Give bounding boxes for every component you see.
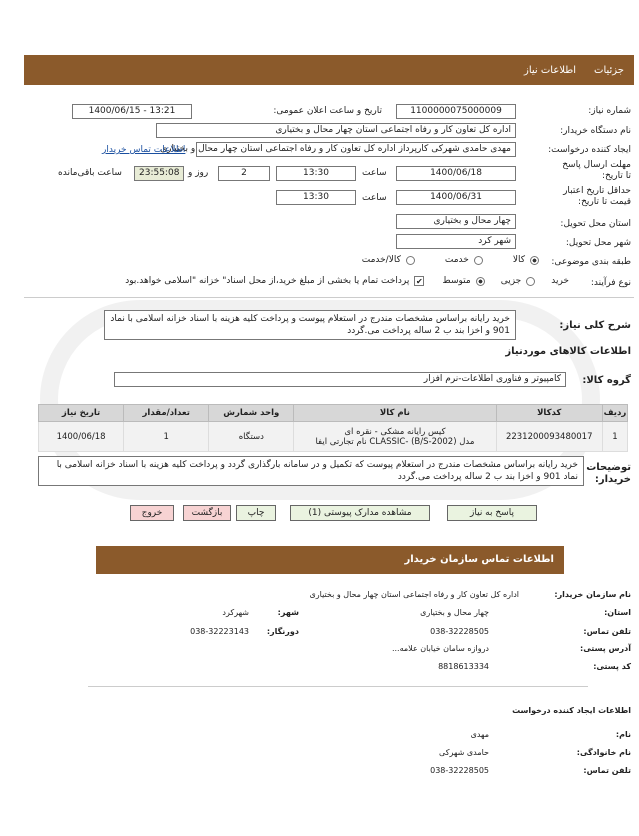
col-qty: تعداد/مقدار bbox=[124, 405, 209, 422]
address-value: دروازه سامان خیابان علامه... bbox=[391, 644, 489, 653]
divider bbox=[24, 297, 634, 298]
cat-service-radio[interactable] bbox=[474, 256, 483, 265]
general-desc-box: خرید رایانه براساس مشخصات مندرج در استعلام پیوست و پرداخت کلیه هزینه با اسناد خزانه اسلامی با نماد 901 و اخزا بند ب 2 ساله پرداخت می.گردد bbox=[104, 310, 516, 340]
announce-field: 1400/06/15 - 13:21 bbox=[72, 104, 192, 119]
cat-both-radio[interactable] bbox=[406, 256, 415, 265]
days-label: روز و bbox=[188, 168, 209, 178]
city-info-value: شهرکرد bbox=[222, 608, 249, 617]
proc-medium-label: متوسط bbox=[442, 276, 471, 286]
cell-date: 1400/06/18 bbox=[39, 422, 124, 452]
payment-note: پرداخت تمام یا بخشی از مبلغ خرید،از محل اسناد" خزانه "اسلامی خواهد.بود bbox=[125, 276, 410, 286]
validity-time-field: 13:30 bbox=[276, 190, 356, 205]
cell-name-line2: مدل (B/S-2002) -CLASSIC نام تجارتی ایفا bbox=[315, 436, 475, 447]
col-date: تاریخ نیاز bbox=[39, 405, 124, 422]
fax-value: 038-32223143 bbox=[190, 627, 249, 636]
general-desc-label: شرح کلی نیاز: bbox=[559, 320, 631, 331]
city-info-label: شهر: bbox=[277, 608, 299, 617]
cell-unit: دستگاه bbox=[209, 422, 294, 452]
print-button[interactable]: چاپ bbox=[236, 505, 276, 521]
cell-name-line1: کیس رایانه مشکی - نقره ای bbox=[344, 426, 446, 437]
contact-divider bbox=[88, 686, 588, 687]
category-label: طبقه بندی موضوعی: bbox=[551, 257, 631, 267]
process-options bbox=[125, 276, 569, 286]
contact-header: اطلاعات تماس سازمان خریدار bbox=[96, 546, 564, 574]
table-row bbox=[39, 422, 628, 452]
table-header-row bbox=[39, 405, 628, 422]
payment-checkbox[interactable]: ✔ bbox=[416, 277, 423, 286]
buyer-notes-box: خرید رایانه براساس مشخصات مندرج در استعلام پیوست که تکمیل و در سامانه بارگذاری گردد و پرداخت کلیه هزینه با اسناد خزانه اسلامی با نماد 901 و اخزا بند ب 2 ساله پرداخت می.گردد bbox=[38, 456, 584, 486]
days-field: 2 bbox=[218, 166, 270, 181]
proc-partial-radio[interactable] bbox=[526, 277, 535, 286]
back-button[interactable]: بازگشت bbox=[183, 505, 231, 521]
exit-button[interactable]: خروج bbox=[130, 505, 174, 521]
proc-buy-label: خرید bbox=[551, 276, 569, 286]
province-label: استان محل تحویل: bbox=[560, 219, 631, 229]
cell-qty: 1 bbox=[124, 422, 209, 452]
name-value: مهدی bbox=[470, 730, 489, 739]
postal-label: کد پستی: bbox=[593, 662, 631, 671]
cell-index: 1 bbox=[602, 422, 627, 452]
buyer-org-label: نام دستگاه خریدار: bbox=[560, 126, 631, 136]
process-label: نوع فرآیند: bbox=[590, 278, 631, 288]
city-label: شهر محل تحویل: bbox=[565, 238, 631, 248]
province-info-label: استان: bbox=[604, 608, 631, 617]
remaining-time-field: 23:55:08 bbox=[134, 166, 184, 181]
col-name: نام کالا bbox=[294, 405, 496, 422]
city-field: شهر کرد bbox=[396, 234, 516, 249]
family-label: نام خانوادگی: bbox=[576, 748, 631, 757]
details-link[interactable]: جزئیات bbox=[594, 64, 624, 76]
col-index: ردیف bbox=[602, 405, 627, 422]
need-number-field: 1100000075000009 bbox=[396, 104, 516, 119]
col-code: کدکالا bbox=[496, 405, 602, 422]
top-bar bbox=[24, 55, 634, 85]
fax-label: دورنگار: bbox=[266, 627, 299, 636]
phone-label: تلفن تماس: bbox=[583, 627, 631, 636]
deadline-date-field: 1400/06/18 bbox=[396, 166, 516, 181]
validity-time-label: ساعت bbox=[362, 193, 387, 203]
deadline-label: مهلت ارسال پاسخ تا تاریخ: bbox=[562, 160, 631, 181]
reply-button[interactable]: پاسخ به نیاز bbox=[447, 505, 537, 521]
buyer-org-field: اداره کل تعاون کار و رفاه اجتماعی استان چهار محال و بختیاری bbox=[156, 123, 516, 138]
goods-group-field: کامپیوتر و فناوری اطلاعات-نرم افزار bbox=[114, 372, 566, 387]
cell-code: 2231200093480017 bbox=[496, 422, 602, 452]
cat-goods-radio[interactable] bbox=[530, 256, 539, 265]
validity-date-field: 1400/06/31 bbox=[396, 190, 516, 205]
category-options bbox=[362, 255, 539, 265]
province-field: چهار محال و بختیاری bbox=[396, 214, 516, 229]
goods-table bbox=[38, 404, 628, 452]
postal-value: 8818613334 bbox=[438, 662, 489, 671]
contact-buyer-link[interactable]: اطلاعات تماس خریدار bbox=[102, 145, 186, 155]
org-value: اداره کل تعاون کار و رفاه اجتماعی استان چهار محال و بختیاری bbox=[309, 590, 519, 599]
validity-label: حداقل تاریخ اعتبار قیمت تا تاریخ: bbox=[563, 186, 631, 207]
province-info-value: چهار محال و بختیاری bbox=[420, 608, 489, 617]
address-label: آدرس پستی: bbox=[580, 644, 631, 653]
deadline-time-label: ساعت bbox=[362, 168, 387, 178]
goods-info-title: اطلاعات کالاهای موردنیاز bbox=[505, 346, 631, 357]
creator-info-title: اطلاعات ایجاد کننده درخواست bbox=[512, 706, 631, 715]
deadline-time-field: 13:30 bbox=[276, 166, 356, 181]
need-info-link[interactable]: اطلاعات نیاز bbox=[524, 64, 577, 76]
creator-phone-label: تلفن تماس: bbox=[583, 766, 631, 775]
cell-name bbox=[294, 422, 496, 452]
proc-medium-radio[interactable] bbox=[476, 277, 485, 286]
org-label: نام سازمان خریدار: bbox=[554, 590, 631, 599]
family-value: حامدی شهرکی bbox=[439, 748, 489, 757]
cat-goods-label: کالا bbox=[512, 255, 525, 265]
remaining-label: ساعت باقی‌مانده bbox=[58, 168, 122, 178]
buyer-notes-label: توضیحات خریدار: bbox=[586, 462, 631, 485]
creator-field: مهدی حامدی شهرکی کارپرداز اداره کل تعاون کار و رفاه اجتماعی استان چهار محال و بختیاری bbox=[196, 142, 516, 157]
attachments-button[interactable]: مشاهده مدارک پیوستی (1) bbox=[290, 505, 430, 521]
creator-label: ایجاد کننده درخواست: bbox=[548, 145, 631, 155]
phone-value: 038-32228505 bbox=[430, 627, 489, 636]
announce-label: تاریخ و ساعت اعلان عمومی: bbox=[273, 106, 382, 116]
cat-both-label: کالا/خدمت bbox=[361, 255, 401, 265]
name-label: نام: bbox=[615, 730, 631, 739]
proc-partial-label: جزیی bbox=[500, 276, 522, 286]
goods-group-label: گروه کالا: bbox=[582, 375, 631, 386]
need-number-label: شماره نیاز: bbox=[588, 106, 631, 116]
creator-phone-value: 038-32228505 bbox=[430, 766, 489, 775]
col-unit: واحد شمارش bbox=[209, 405, 294, 422]
cat-service-label: خدمت bbox=[444, 255, 469, 265]
